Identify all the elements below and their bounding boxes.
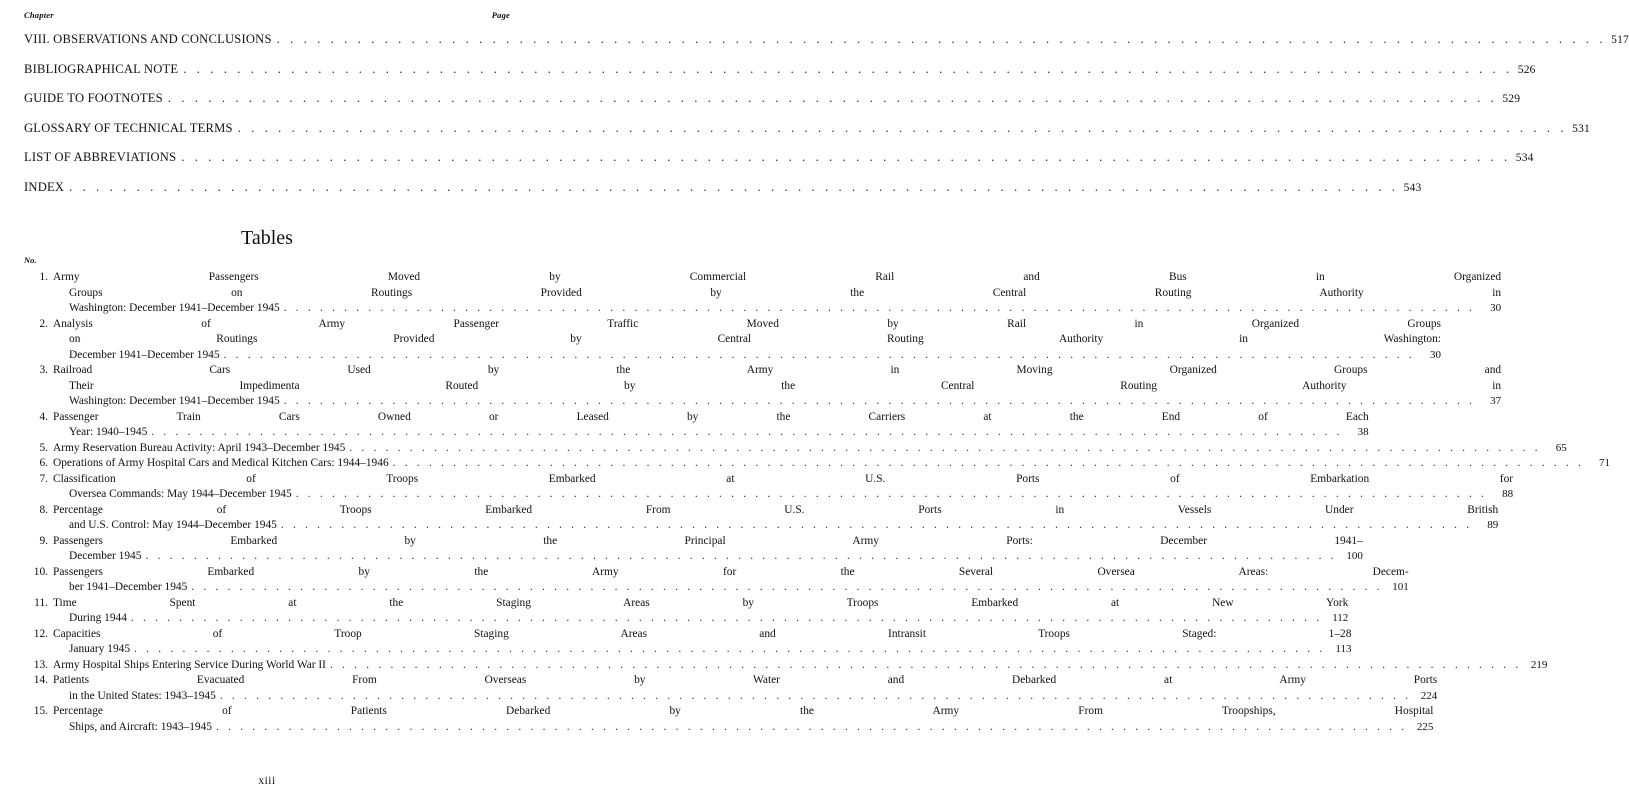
table-title-last-line [53,518,1498,534]
table-title-line: Army Reservation Bureau Activity: April 1943–December 1945 [53,441,346,454]
table-title-line: Passengers Embarked by the Principal Army Ports: December 1941– [53,534,1363,547]
table-title-line: December 1945 [69,550,142,562]
number-column-label: No. [24,255,37,265]
toc-entry-title: VIII. OBSERVATIONS AND CONCLUSIONS [24,32,272,46]
toc-entry-page: 543 [1403,181,1422,194]
dot-leader [284,394,1475,410]
table-entry [24,503,1499,534]
table-entry-body [53,472,1513,503]
table-entry-body [53,596,1348,627]
table-number: 1. [39,271,48,283]
table-number: 15. [33,705,48,717]
table-entry-body [53,658,1547,674]
table-page: 112 [1332,612,1349,624]
toc-entry-title: INDEX [24,179,65,194]
table-title-last-line [53,689,1437,705]
table-title-line: January 1945 [69,643,131,655]
toc-entry-title: LIST OF ABBREVIATIONS [24,150,177,164]
table-number: 8. [39,503,48,516]
toc-entry [24,179,1422,210]
table-entry-body [53,456,1610,472]
table-title-last-line [53,301,1501,317]
table-entry [24,363,1502,410]
table-page: 30 [1429,348,1441,361]
dot-leader [330,658,1521,674]
table-entry-body [53,503,1498,534]
table-page: 30 [1490,302,1502,314]
table-entry [24,441,1567,457]
table-title-line: During 1944 [69,612,127,624]
dot-leader [224,348,1415,364]
table-title-line: Washington: December 1941–December 1945 [69,302,280,314]
table-page: 89 [1487,519,1499,531]
dot-leader [151,425,1342,441]
table-page: 100 [1346,550,1363,562]
toc-entry-page: 517 [1611,34,1629,46]
toc-entry [24,32,1629,62]
toc-entry-page: 526 [1517,63,1536,76]
table-title-line: Groups on Routings Provided by the Central Routing Authority in [69,286,1502,299]
table-title-line: Army Passengers Moved by Commercial Rail and Bus in Organized [53,271,1502,283]
table-title-last-line [53,658,1547,674]
table-title-line: on Routings Provided by Central Routing Authority in Washington: [69,333,1441,345]
dot-leader [183,62,1512,77]
table-page: 113 [1335,643,1352,655]
table-number: 13. [33,658,48,671]
table-title-last-line [53,487,1513,503]
table-title-line: Time Spent at the Staging Areas by Troops Embarked at New York [53,596,1349,609]
table-entry [24,410,1369,441]
dot-leader [131,611,1322,627]
table-title-last-line [53,441,1567,457]
table-entry-body [53,534,1363,565]
table-title-last-line [53,425,1369,441]
table-title-line: Year: 1940–1945 [69,426,148,438]
dot-leader [216,720,1407,736]
toc-entry [24,61,1536,92]
table-entry [24,565,1409,596]
table-title-line: in the United States: 1943–1945 [69,689,216,702]
table-entry [24,534,1363,565]
table-page: 225 [1416,720,1434,733]
table-entry-body [53,317,1441,364]
table-entry-body [53,410,1369,441]
page-folio: xiii [258,775,276,787]
table-entry [24,658,1548,674]
table-title-last-line [53,720,1433,736]
toc-entry [24,91,1521,121]
dot-leader [281,518,1472,534]
toc-entry-page: 534 [1515,152,1534,164]
table-page: 101 [1392,581,1409,593]
dot-leader [277,32,1606,47]
table-number: 9. [39,534,48,547]
table-number: 12. [33,627,48,640]
table-number: 6. [39,457,48,469]
tables-heading: Tables [241,227,293,249]
table-entry-body [53,363,1501,410]
table-entry-body [53,441,1567,457]
table-title-last-line [53,348,1441,364]
table-title-line: Army Hospital Ships Entering Service During World War II [53,658,326,671]
dot-leader [191,580,1382,596]
dot-leader [69,180,1398,195]
table-title-line: Classification of Troops Embarked at U.S. Ports of Embarkation for [53,472,1514,485]
toc-entry [24,120,1590,151]
dot-leader [284,301,1475,317]
table-title-line: Their Impedimenta Routed by the Central Routing Authority in [69,379,1502,392]
table-number: 2. [39,317,48,330]
table-number: 10. [33,565,48,578]
toc-entry-page: 529 [1502,93,1521,105]
table-entry [24,456,1611,472]
page-column-label: Page [491,10,510,20]
toc-entry-title: GLOSSARY OF TECHNICAL TERMS [24,120,233,135]
table-entry [24,472,1514,503]
table-title-line: ber 1941–December 1945 [69,581,188,593]
table-number: 5. [39,441,48,454]
dot-leader [238,121,1567,136]
chapter-column-label: Chapter [24,10,54,20]
table-page: 71 [1599,457,1611,469]
table-title-line: Railroad Cars Used by the Army in Moving Organized Groups and [53,364,1502,376]
table-title-last-line [53,611,1348,627]
tables-list [24,270,1611,735]
toc-entry-title: GUIDE TO FOOTNOTES [24,91,163,105]
table-title-line: Washington: December 1941–December 1945 [69,395,280,407]
table-number: 7. [39,472,48,485]
table-entry [24,704,1434,735]
table-entry [24,317,1441,364]
table-title-line: Percentage of Patients Debarked by the Army From Troopships, Hospital [53,705,1434,717]
table-entry [24,596,1349,627]
dot-leader [296,487,1487,503]
toc-entry-page: 531 [1572,122,1590,135]
table-title-last-line [53,394,1501,410]
table-number: 11. [34,596,48,609]
table-page: 38 [1357,426,1369,438]
table-entry [24,673,1438,704]
table-title-line: Patients Evacuated From Overseas by Water and Debarked at Army Ports [53,674,1438,686]
chapter-list [24,32,1629,209]
table-number: 3. [39,364,48,376]
table-page: 65 [1555,441,1567,454]
dot-leader [145,549,1336,565]
toc-entry-title: BIBLIOGRAPHICAL NOTE [24,61,179,76]
table-entry [24,270,1502,317]
table-entry-body [53,270,1501,317]
dot-leader [134,642,1325,658]
table-title-line: Percentage of Troops Embarked From U.S. Ports in Vessels Under British [53,503,1499,516]
table-title-line: Ships, and Aircraft: 1943–1945 [69,720,212,733]
table-page: 224 [1420,689,1438,702]
table-number: 4. [39,410,48,423]
dot-leader [168,91,1497,106]
dot-leader [181,150,1510,165]
table-title-line: Operations of Army Hospital Cars and Medical Kitchen Cars: 1944–1946 [53,457,389,469]
table-entry-body [53,565,1409,596]
table-page: 219 [1530,658,1548,671]
table-number: 14. [33,674,48,686]
table-entry-body [53,704,1433,735]
dot-leader [220,689,1411,705]
table-title-line: and U.S. Control: May 1944–December 1945 [69,519,277,531]
table-entry [24,627,1352,658]
dot-leader [349,441,1540,457]
table-title-line: Oversea Commands: May 1944–December 1945 [69,488,292,500]
dot-leader [393,456,1584,472]
table-title-line: Passengers Embarked by the Army for the Several Oversea Areas: Decem- [53,565,1409,578]
table-title-last-line [53,642,1351,658]
table-title-line: Passenger Train Cars Owned or Leased by the Carriers at the End of Each [53,410,1369,423]
table-title-last-line [53,580,1409,596]
table-title-line: Analysis of Army Passenger Traffic Moved by Rail in Organized Groups [53,317,1441,330]
table-page: 37 [1490,395,1502,407]
table-entry-body [53,673,1437,704]
table-entry-body [53,627,1351,658]
table-title-last-line [53,549,1363,565]
table-title-last-line [53,456,1610,472]
toc-entry [24,150,1534,180]
table-title-line: December 1941–December 1945 [69,348,220,361]
table-page: 88 [1502,488,1514,500]
table-title-line: Capacities of Troop Staging Areas and Intransit Troops Staged: 1–28 [53,627,1352,640]
